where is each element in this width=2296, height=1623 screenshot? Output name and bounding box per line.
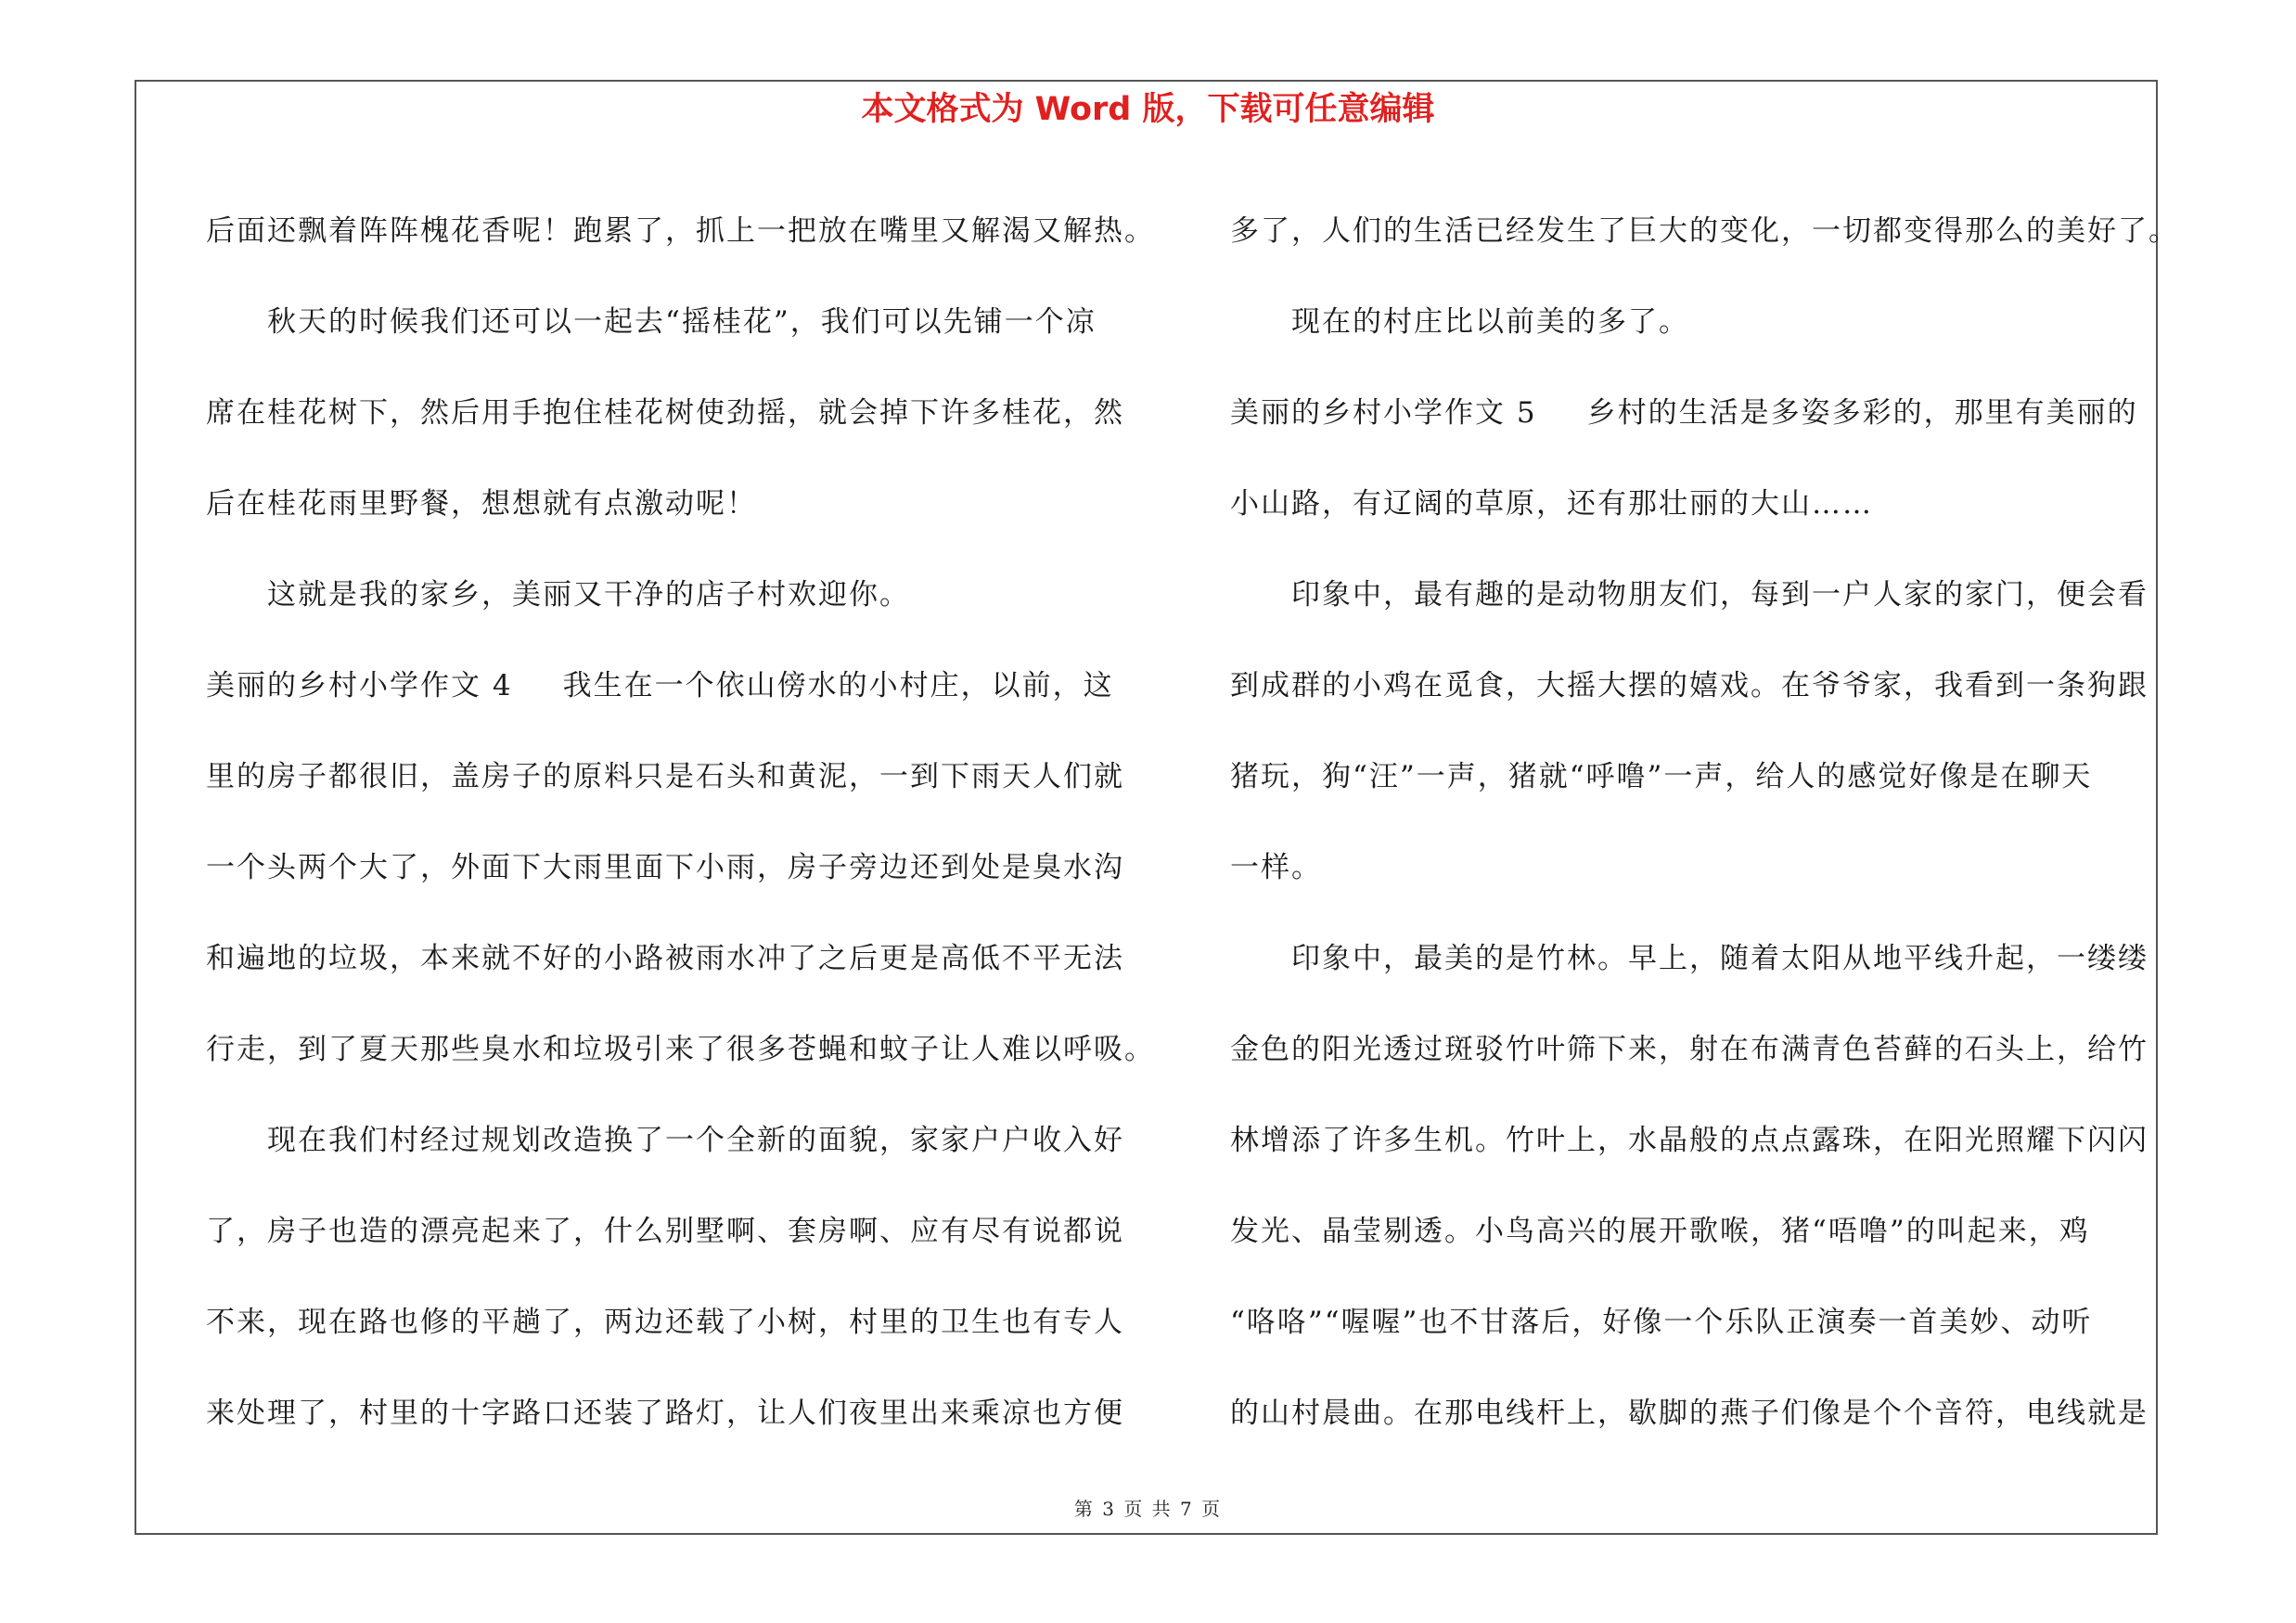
line-text: 了，房子也造的漂亮起来了，什么别墅啊、套房啊、应有尽有说都说 xyxy=(206,1215,1124,1248)
line-text: 不来，现在路也修的平趟了，两边还载了小树，村里的卫生也有专人 xyxy=(206,1306,1124,1339)
essay-heading-line xyxy=(206,640,1134,731)
paragraph-line xyxy=(206,186,1155,277)
essay-title: 美丽的乡村小学作文 4 xyxy=(206,669,513,702)
line-text: 多了，人们的生活已经发生了巨大的变化，一切都变得那么的美好了。 xyxy=(1230,214,2179,248)
paragraph-line xyxy=(206,731,1134,822)
paragraph-line xyxy=(1230,1186,2158,1277)
line-text: 行走，到了夏天那些臭水和垃圾引来了很多苍蝇和蚊子让人难以呼吸。 xyxy=(206,1033,1155,1066)
line-text: 里的房子都很旧，盖房子的原料只是石头和黄泥，一到下雨天人们就 xyxy=(206,760,1124,793)
paragraph-line xyxy=(1230,1095,2158,1186)
line-text: 我生在一个依山傍水的小村庄，以前，这 xyxy=(562,669,1114,702)
paragraph-line xyxy=(1230,640,2158,731)
essay-title: 美丽的乡村小学作文 5 xyxy=(1230,396,1537,430)
line-text: 小山路，有辽阔的草原，还有那壮丽的大山…… xyxy=(1230,487,1873,521)
line-text: 印象中，最美的是竹林。早上，随着太阳从地平线升起，一缕缕 xyxy=(1291,942,2148,975)
page-number-footer: 第 3 页 共 7 页 xyxy=(1073,1498,1223,1520)
paragraph-line xyxy=(1230,277,2158,367)
paragraph-line xyxy=(206,1095,1134,1186)
line-text: 猪玩，狗“汪”一声，猪就“呼噜”一声，给人的感觉好像是在聊天 xyxy=(1230,760,2093,793)
word-format-banner: 本文格式为 Word 版，下载可任意编辑 xyxy=(861,91,1435,128)
paragraph-line xyxy=(206,913,1134,1004)
paragraph-line xyxy=(1230,822,2158,913)
line-text: 乡村的生活是多姿多彩的，那里有美丽的 xyxy=(1586,396,2138,430)
paragraph-line xyxy=(206,277,1134,367)
line-text: 印象中，最有趣的是动物朋友们，每到一户人家的家门，便会看 xyxy=(1291,578,2148,612)
paragraph-line xyxy=(1230,1004,2158,1095)
line-text: 一个头两个大了，外面下大雨里面下小雨，房子旁边还到处是臭水沟 xyxy=(206,851,1124,884)
line-text: 的山村晨曲。在那电线杆上，歇脚的燕子们像是个个音符，电线就是 xyxy=(1230,1397,2148,1430)
line-text: 来处理了，村里的十字路口还装了路灯，让人们夜里出来乘凉也方便 xyxy=(206,1397,1124,1430)
paragraph-line xyxy=(1230,731,2158,822)
paragraph-line xyxy=(1230,458,2158,549)
line-text: 发光、晶莹剔透。小鸟高兴的展开歌喉，猪“唔噜”的叫起来，鸡 xyxy=(1230,1215,2090,1248)
paragraph-line xyxy=(206,1368,1134,1459)
line-text: 秋天的时候我们还可以一起去“摇桂花”，我们可以先铺一个凉 xyxy=(267,305,1097,339)
paragraph-line xyxy=(206,822,1134,913)
essay-heading-line xyxy=(1230,367,2158,458)
paragraph-line xyxy=(1230,549,2158,640)
paragraph-line xyxy=(206,1186,1134,1277)
paragraph-line xyxy=(1230,186,2179,277)
line-text: 后面还飘着阵阵槐花香呢！跑累了，抓上一把放在嘴里又解渴又解热。 xyxy=(206,214,1155,248)
paragraph-line xyxy=(206,367,1134,458)
paragraph-line xyxy=(206,1004,1155,1095)
line-text: 席在桂花树下，然后用手抱住桂花树使劲摇，就会掉下许多桂花，然 xyxy=(206,396,1124,430)
line-text: 林增添了许多生机。竹叶上，水晶般的点点露珠，在阳光照耀下闪闪 xyxy=(1230,1124,2148,1157)
line-text: “咯咯”“喔喔”也不甘落后，好像一个乐队正演奏一首美妙、动听 xyxy=(1230,1306,2093,1339)
paragraph-line xyxy=(206,458,1134,549)
line-text: 一样。 xyxy=(1230,851,1322,884)
right-text-column xyxy=(1230,186,2179,1459)
line-text: 后在桂花雨里野餐，想想就有点激动呢！ xyxy=(206,487,757,521)
left-text-column xyxy=(206,186,1155,1459)
line-text: 金色的阳光透过斑驳竹叶筛下来，射在布满青色苔藓的石头上，给竹 xyxy=(1230,1033,2148,1066)
paragraph-line xyxy=(1230,913,2158,1004)
line-text: 现在的村庄比以前美的多了。 xyxy=(1291,305,1689,339)
paragraph-line xyxy=(1230,1277,2158,1368)
line-text: 到成群的小鸡在觅食，大摇大摆的嬉戏。在爷爷家，我看到一条狗跟 xyxy=(1230,669,2148,702)
paragraph-line xyxy=(1230,1368,2158,1459)
line-text: 现在我们村经过规划改造换了一个全新的面貌，家家户户收入好 xyxy=(267,1124,1124,1157)
line-text: 这就是我的家乡，美丽又干净的店子村欢迎你。 xyxy=(267,578,910,612)
line-text: 和遍地的垃圾，本来就不好的小路被雨水冲了之后更是高低不平无法 xyxy=(206,942,1124,975)
paragraph-line xyxy=(206,549,1134,640)
paragraph-line xyxy=(206,1277,1134,1368)
